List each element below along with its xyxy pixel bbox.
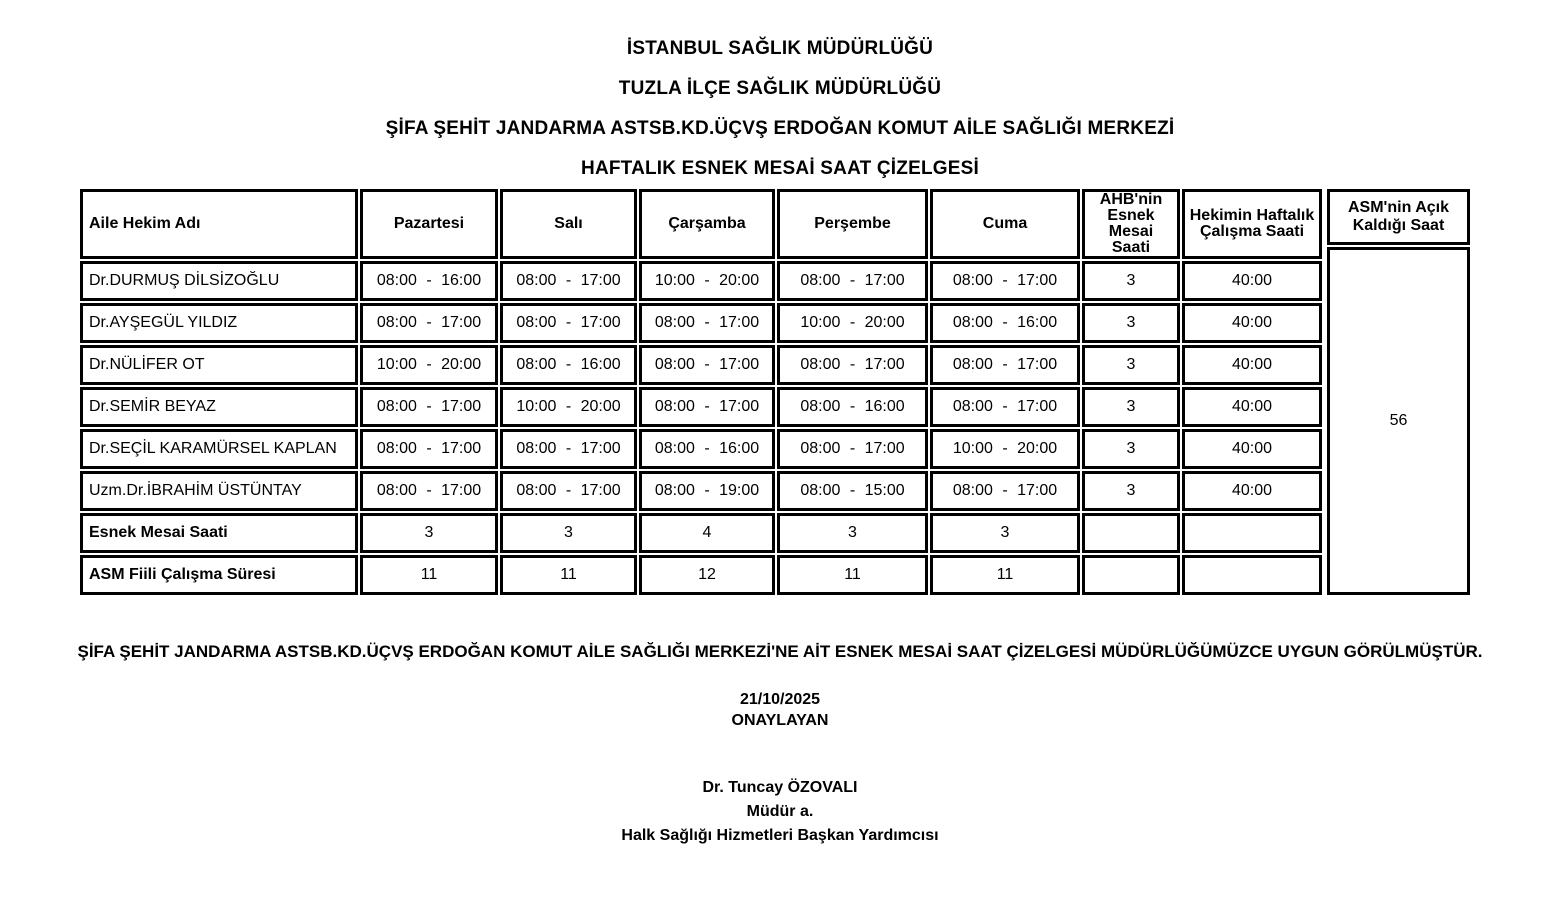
signer-name: Dr. Tuncay ÖZOVALI [702, 779, 858, 796]
doctor-name-cell: Dr.NÜLİFER OT [80, 345, 358, 385]
time-cell-day-4: 08:00 - 17:00 [777, 261, 928, 301]
time-cell-day-5: 08:00 - 17:00 [930, 471, 1080, 511]
approver-label: ONAYLAYAN [731, 712, 829, 729]
time-cell-day-5: 08:00 - 17:00 [930, 387, 1080, 427]
asm-open-hours-header: ASM'nin Açık Kaldığı Saat [1327, 189, 1470, 245]
summary-value-cell-day-3: 12 [639, 555, 775, 595]
doctor-name-cell: Uzm.Dr.İBRAHİM ÜSTÜNTAY [80, 471, 358, 511]
time-cell-day-1: 08:00 - 17:00 [360, 471, 498, 511]
approval-block [0, 689, 1560, 731]
time-cell-day-2: 08:00 - 16:00 [500, 345, 637, 385]
column-header-5: Perşembe [777, 189, 928, 259]
column-header-3: Salı [500, 189, 637, 259]
signer-subtitle: Halk Sağlığı Hizmetleri Başkan Yardımcısı [621, 827, 939, 844]
document-header [0, 0, 1560, 179]
doctor-row [80, 345, 1322, 385]
time-cell-day-1: 08:00 - 17:00 [360, 387, 498, 427]
weekly-hours-cell: 40:00 [1182, 387, 1322, 427]
weekly-hours-cell: 40:00 [1182, 303, 1322, 343]
title-line-2: TUZLA İLÇE SAĞLIK MÜDÜRLÜĞÜ [618, 78, 942, 99]
summary-value-cell-day-3: 4 [639, 513, 775, 553]
column-header-6: Cuma [930, 189, 1080, 259]
column-header-2: Pazartesi [360, 189, 498, 259]
summary-value-cell-day-5: 3 [930, 513, 1080, 553]
time-cell-day-1: 08:00 - 17:00 [360, 303, 498, 343]
time-cell-day-2: 08:00 - 17:00 [500, 261, 637, 301]
time-cell-day-3: 08:00 - 17:00 [639, 303, 775, 343]
weekly-hours-cell [1182, 513, 1322, 553]
weekly-hours-cell: 40:00 [1182, 345, 1322, 385]
summary-row [80, 555, 1322, 595]
approval-note: ŞİFA ŞEHİT JANDARMA ASTSB.KD.ÜÇVŞ ERDOĞAN KOMUT AİLE SAĞLIĞI MERKEZİ'NE AİT ESNEK MESAİ SAAT ÇİZELGESİ MÜDÜRLÜĞÜMÜZCE UYGUN GÖRÜLMÜŞTÜR. [77, 642, 1483, 661]
doctor-name-cell: Dr.SEMİR BEYAZ [80, 387, 358, 427]
title-line-4: HAFTALIK ESNEK MESAİ SAAT ÇİZELGESİ [581, 158, 979, 179]
time-cell-day-4: 08:00 - 15:00 [777, 471, 928, 511]
ahb-flex-hours-cell: 3 [1082, 261, 1180, 301]
doctor-row [80, 261, 1322, 301]
time-cell-day-3: 08:00 - 17:00 [639, 387, 775, 427]
summary-value-cell-day-1: 3 [360, 513, 498, 553]
time-cell-day-1: 08:00 - 17:00 [360, 429, 498, 469]
time-cell-day-4: 08:00 - 17:00 [777, 429, 928, 469]
signature-block [0, 776, 1560, 848]
asm-open-hours-value: 56 [1327, 247, 1470, 595]
summary-label-cell: ASM Fiili Çalışma Süresi [80, 555, 358, 595]
schedule-table-area [78, 187, 1478, 597]
doctor-row [80, 387, 1322, 427]
signer-title: Müdür a. [746, 803, 814, 820]
summary-value-cell-day-1: 11 [360, 555, 498, 595]
ahb-flex-hours-cell: 3 [1082, 303, 1180, 343]
summary-row [80, 513, 1322, 553]
column-header-8: Hekimin Haftalık Çalışma Saati [1182, 189, 1322, 259]
weekly-hours-cell: 40:00 [1182, 471, 1322, 511]
summary-value-cell-day-2: 3 [500, 513, 637, 553]
ahb-flex-hours-cell [1082, 513, 1180, 553]
ahb-flex-hours-cell: 3 [1082, 429, 1180, 469]
time-cell-day-3: 10:00 - 20:00 [639, 261, 775, 301]
doctor-name-cell: Dr.SEÇİL KARAMÜRSEL KAPLAN [80, 429, 358, 469]
doctor-row [80, 429, 1322, 469]
ahb-flex-hours-cell [1082, 555, 1180, 595]
asm-open-hours-column [1327, 189, 1470, 595]
time-cell-day-3: 08:00 - 16:00 [639, 429, 775, 469]
title-line-3: ŞİFA ŞEHİT JANDARMA ASTSB.KD.ÜÇVŞ ERDOĞAN KOMUT AİLE SAĞLIĞI MERKEZİ [385, 118, 1175, 139]
approval-date: 21/10/2025 [739, 691, 821, 708]
time-cell-day-4: 08:00 - 17:00 [777, 345, 928, 385]
ahb-flex-hours-cell: 3 [1082, 345, 1180, 385]
time-cell-day-5: 08:00 - 16:00 [930, 303, 1080, 343]
time-cell-day-1: 10:00 - 20:00 [360, 345, 498, 385]
weekly-hours-cell: 40:00 [1182, 261, 1322, 301]
time-cell-day-5: 08:00 - 17:00 [930, 261, 1080, 301]
time-cell-day-5: 10:00 - 20:00 [930, 429, 1080, 469]
summary-value-cell-day-4: 3 [777, 513, 928, 553]
schedule-table [78, 187, 1324, 597]
ahb-flex-hours-cell: 3 [1082, 471, 1180, 511]
time-cell-day-4: 08:00 - 16:00 [777, 387, 928, 427]
summary-value-cell-day-4: 11 [777, 555, 928, 595]
time-cell-day-2: 08:00 - 17:00 [500, 303, 637, 343]
summary-label-cell: Esnek Mesai Saati [80, 513, 358, 553]
summary-value-cell-day-5: 11 [930, 555, 1080, 595]
time-cell-day-3: 08:00 - 17:00 [639, 345, 775, 385]
time-cell-day-2: 10:00 - 20:00 [500, 387, 637, 427]
column-header-7: AHB'nin Esnek Mesai Saati [1082, 189, 1180, 259]
column-header-1: Aile Hekim Adı [80, 189, 358, 259]
doctor-name-cell: Dr.DURMUŞ DİLSİZOĞLU [80, 261, 358, 301]
ahb-flex-hours-cell: 3 [1082, 387, 1180, 427]
time-cell-day-3: 08:00 - 19:00 [639, 471, 775, 511]
doctor-name-cell: Dr.AYŞEGÜL YILDIZ [80, 303, 358, 343]
time-cell-day-5: 08:00 - 17:00 [930, 345, 1080, 385]
title-line-1: İSTANBUL SAĞLIK MÜDÜRLÜĞÜ [626, 38, 934, 59]
summary-value-cell-day-2: 11 [500, 555, 637, 595]
column-header-4: Çarşamba [639, 189, 775, 259]
time-cell-day-2: 08:00 - 17:00 [500, 429, 637, 469]
weekly-hours-cell [1182, 555, 1322, 595]
time-cell-day-2: 08:00 - 17:00 [500, 471, 637, 511]
weekly-hours-cell: 40:00 [1182, 429, 1322, 469]
doctor-row [80, 471, 1322, 511]
doctor-row [80, 303, 1322, 343]
time-cell-day-1: 08:00 - 16:00 [360, 261, 498, 301]
table-header-row [80, 189, 1322, 259]
time-cell-day-4: 10:00 - 20:00 [777, 303, 928, 343]
